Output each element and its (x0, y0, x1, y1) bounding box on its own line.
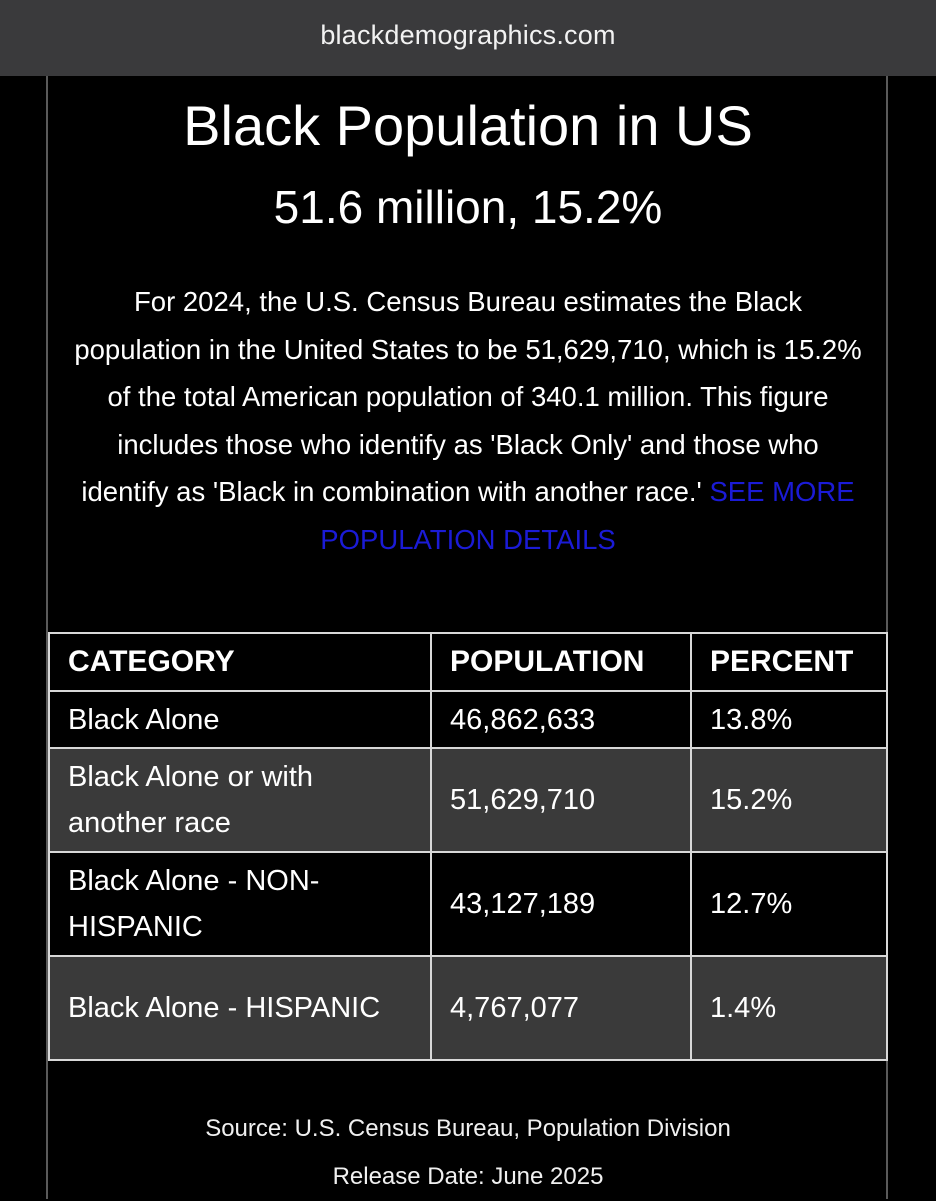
population-cell: 46,862,633 (431, 691, 691, 748)
header-population: POPULATION (431, 633, 691, 691)
population-cell: 43,127,189 (431, 852, 691, 956)
population-table (48, 632, 888, 1061)
intro-paragraph (70, 278, 866, 563)
page-title: Black Population in US (183, 94, 753, 157)
browser-url-bar[interactable] (0, 0, 936, 76)
header-percent: PERCENT (691, 633, 887, 691)
header-category: CATEGORY (49, 633, 431, 691)
table-row (49, 956, 887, 1060)
page-subtitle: 51.6 million, 15.2% (273, 181, 663, 233)
url-text: blackdemographics.com (320, 19, 616, 50)
percent-cell: 1.4% (691, 956, 887, 1060)
see-more-link[interactable]: SEE MORE POPULATION DETAILS (320, 476, 855, 555)
table-header-row (49, 633, 887, 691)
source-footer (0, 1105, 936, 1201)
percent-cell: 13.8% (691, 691, 887, 748)
category-cell: Black Alone (49, 691, 431, 748)
category-cell: Black Alone or with another race (49, 748, 431, 852)
table-row (49, 691, 887, 748)
category-cell: Black Alone - HISPANIC (49, 956, 431, 1060)
table-row (49, 748, 887, 852)
population-cell: 51,629,710 (431, 748, 691, 852)
intro-text: For 2024, the U.S. Census Bureau estimates the Black population in the United States to be 51,629,710, which is 15.2% of the total American population of 340.1 million. This figure includes those who identify as 'Black Only' and those who identify as 'Black in combination with another race.' (74, 286, 862, 507)
population-cell: 4,767,077 (431, 956, 691, 1060)
source-text: Source: U.S. Census Bureau, Population Division (205, 1115, 731, 1142)
category-cell: Black Alone - NON-HISPANIC (49, 852, 431, 956)
release-date: Release Date: June 2025 (332, 1163, 604, 1190)
percent-cell: 12.7% (691, 852, 887, 956)
table-row (49, 852, 887, 956)
percent-cell: 15.2% (691, 748, 887, 852)
